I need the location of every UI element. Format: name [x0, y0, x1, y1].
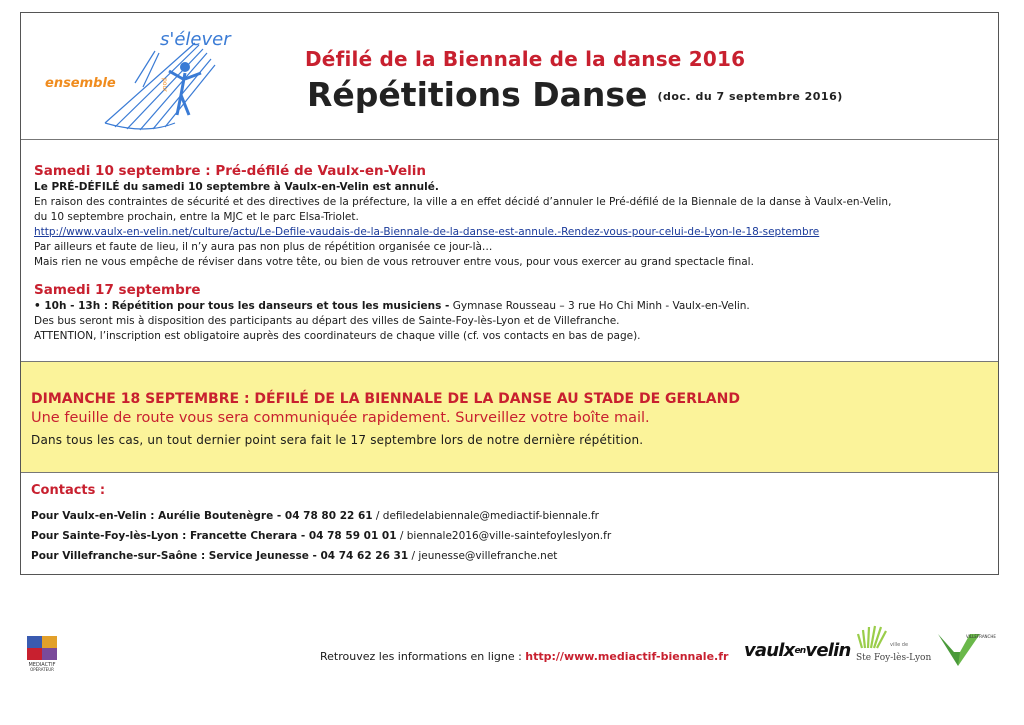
saturday-17-heading: Samedi 17 septembre [34, 282, 201, 298]
vaulx-text-en: en [794, 646, 806, 656]
rehearsal-bullet [34, 299, 984, 314]
footer-text [320, 650, 728, 663]
sever-ensemble-logo [45, 23, 245, 135]
rehearsal-location: Gymnase Rousseau – 3 rue Ho Chi Minh - Vaulx-en-Velin. [449, 300, 750, 312]
parade-subtitle: Une feuille de route vous sera communiquée rapidement. Surveillez votre boîte mail. [31, 410, 650, 426]
vaulx-en-velin-logo [744, 640, 851, 661]
logo-text-left: ensemble [45, 76, 116, 91]
highlight-box [21, 362, 998, 473]
paragraph-line: du 10 septembre prochain, entre la MJC et le parc Elsa-Triolet. [34, 211, 359, 223]
villefranche-logo [936, 628, 996, 668]
operateur-label: OPÉRATEUR [30, 667, 54, 672]
header [21, 13, 998, 140]
schedule-section [21, 139, 998, 362]
contact-email[interactable]: / defiledelabiennale@mediactif-biennale.fr [372, 510, 599, 522]
paragraph-line: Par ailleurs et faute de lieu, il n’y aura pas non plus de répétition organisée ce jour-là… [34, 241, 493, 253]
event-title: Défilé de la Biennale de la danse 2016 [305, 47, 746, 71]
parade-title: DIMANCHE 18 SEPTEMBRE : DÉFILÉ DE LA BIENNALE DE LA DANSE AU STADE DE GERLAND [31, 391, 740, 407]
mediactif-label: MEDIACTIF [28, 662, 56, 668]
paragraph-line: Mais rien ne vous empêche de réviser dans votre tête, ou bien de vous retrouver entre vous, pour vous exercer au grand spectacle final. [34, 256, 754, 268]
contact-email[interactable]: / jeunesse@villefranche.net [408, 550, 558, 562]
doc-date: (doc. du 7 septembre 2016) [657, 90, 843, 103]
logo-text-pour: pour [161, 78, 168, 92]
villefranche-label: VILLEFRANCHE [966, 634, 996, 639]
mediactif-logo [24, 636, 62, 672]
parade-note: Dans tous les cas, un tout dernier point sera fait le 17 septembre lors de notre dernière répétition. [31, 433, 644, 447]
contacts-title: Contacts : [31, 483, 106, 498]
vaulx-en-velin-link[interactable]: http://www.vaulx-en-velin.net/culture/actu/Le-Defile-vaudais-de-la-Biennale-de-la-danse-est-annule.-Rendez-vous-pour-celui-de-Lyon-le-18-septembre [34, 226, 820, 238]
vaulx-text-b: velin [805, 640, 851, 661]
contact-name: Pour Sainte-Foy-lès-Lyon : Francette Cherara - 04 78 59 01 01 [31, 530, 397, 542]
footer-url-link[interactable]: http://www.mediactif-biennale.fr [525, 650, 729, 663]
contact-name: Pour Villefranche-sur-Saône : Service Jeunesse - 04 74 62 26 31 [31, 550, 409, 562]
contacts-section [31, 483, 981, 566]
rehearsal-time: • 10h - 13h : Répétition pour tous les danseurs et tous les musiciens - [34, 300, 450, 312]
saturday-10-heading: Samedi 10 septembre : Pré-défilé de Vaulx-en-Velin [34, 163, 426, 179]
sainte-foy-rays-icon [856, 620, 890, 650]
vaulx-text-a: vaulx [744, 640, 795, 661]
contact-row [31, 506, 981, 526]
paragraph-line: Des bus seront mis à disposition des participants au départ des villes de Sainte-Foy-lès-Lyon et de Villefranche. [34, 315, 620, 327]
sfl-ville-label: ville de [890, 642, 909, 648]
document-frame [20, 12, 999, 575]
contact-name: Pour Vaulx-en-Velin : Aurélie Boutenègre - 04 78 80 22 61 [31, 510, 373, 522]
sfl-name: Ste Foy-lès-Lyon [856, 653, 932, 663]
paragraph-line: En raison des contraintes de sécurité et des directives de la préfecture, la ville a en effet décidé d’annuler le Pré-défilé de la Biennale de la danse à Vaulx-en-Velin, [34, 196, 892, 208]
page-title-text: Répétitions Danse [307, 75, 648, 114]
footer-label: Retrouvez les informations en ligne : [320, 650, 526, 663]
logo-text-top: s'élever [160, 29, 231, 50]
contact-email[interactable]: / biennale2016@ville-saintefoyleslyon.fr [396, 530, 612, 542]
cancellation-notice: Le PRÉ-DÉFILÉ du samedi 10 septembre à Vaulx-en-Velin est annulé. [34, 181, 439, 193]
page-title [307, 75, 843, 114]
contact-row [31, 546, 981, 566]
sainte-foy-logo [856, 620, 932, 666]
contact-row [31, 526, 981, 546]
schedule-body [34, 163, 984, 344]
paragraph-line: ATTENTION, l’inscription est obligatoire auprès des coordinateurs de chaque ville (cf. vos contacts en bas de page). [34, 330, 641, 342]
